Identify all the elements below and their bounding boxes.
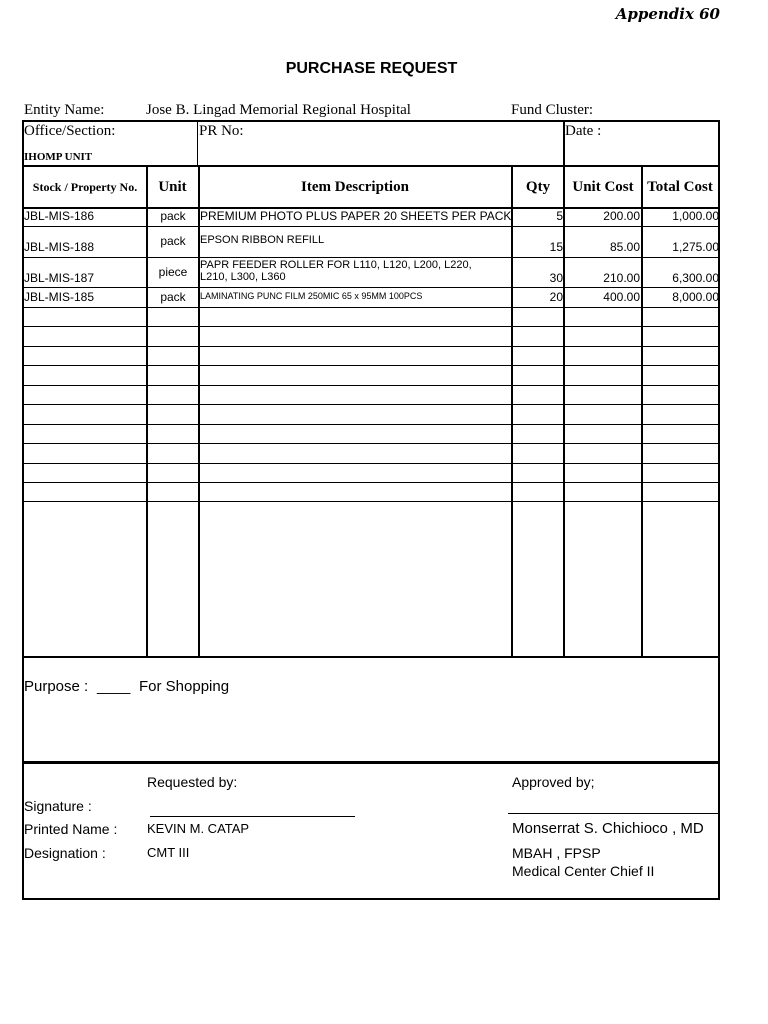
item-total-cost: 8,000.00 [672, 290, 719, 304]
approved-by-designation: MBAH , FPSP [512, 845, 601, 861]
row-line [24, 501, 718, 502]
item-total-cost: 1,275.00 [672, 240, 719, 254]
item-unit: piece [158, 265, 188, 279]
item-unit: pack [160, 234, 186, 248]
col-header-qty: Qty [525, 178, 551, 195]
row-line [24, 257, 718, 258]
purchase-request-form [22, 120, 720, 900]
row-line [24, 424, 718, 425]
appendix-number: Appendix 60 [615, 5, 720, 23]
signature-top-line [24, 761, 718, 764]
col-line-unitcost [563, 122, 565, 657]
item-qty: 20 [549, 290, 563, 304]
pr-number-label: PR No: [199, 123, 244, 139]
item-unit: pack [160, 209, 186, 223]
office-col-line [197, 122, 198, 166]
approved-by-label: Approved by; [512, 774, 595, 790]
row-line [24, 365, 718, 366]
row-line [24, 385, 718, 386]
item-total-cost: 1,000.00 [672, 209, 719, 223]
row-line [24, 307, 718, 308]
office-section-value[interactable]: IHOMP UNIT [24, 151, 93, 163]
row-line [24, 482, 718, 483]
entity-name-label: Entity Name: [24, 102, 105, 118]
item-description: PAPR FEEDER ROLLER FOR L110, L120, L200, L220, L210, L300, L360 [200, 259, 472, 283]
item-stock: JBL-MIS-186 [24, 209, 95, 223]
item-stock: JBL-MIS-187 [24, 271, 95, 285]
row-line [24, 463, 718, 464]
item-stock: JBL-MIS-185 [24, 290, 95, 304]
fund-cluster-label: Fund Cluster: [511, 102, 594, 118]
item-unit-cost: 400.00 [603, 290, 640, 304]
purpose-value[interactable]: For Shopping [139, 678, 230, 695]
item-unit-cost: 85.00 [609, 240, 640, 254]
requested-by-name: KEVIN M. CATAP [147, 821, 250, 836]
row-line [24, 287, 718, 288]
item-description: PREMIUM PHOTO PLUS PAPER 20 SHEETS PER PACK [200, 209, 512, 223]
approved-by-name: Monserrat S. Chichioco , MD [512, 820, 704, 837]
printed-name-label: Printed Name : [24, 821, 118, 837]
date-label: Date : [565, 123, 602, 139]
col-header-total-cost: Total Cost [647, 178, 713, 195]
item-unit: pack [160, 290, 186, 304]
approved-by-title: Medical Center Chief II [512, 863, 655, 879]
approved-signature-line[interactable] [508, 813, 718, 814]
col-header-unit: Unit [158, 178, 187, 195]
item-qty: 5 [556, 209, 563, 223]
col-header-description: Item Description [301, 178, 409, 195]
item-qty: 15 [549, 240, 563, 254]
signature-label: Signature : [24, 798, 92, 814]
row-line [24, 326, 718, 327]
item-description: LAMINATING PUNC FILM 250MIC 65 x 95MM 100PCS [200, 291, 423, 301]
col-header-stock: Stock / Property No. [32, 179, 138, 194]
item-unit-cost: 200.00 [603, 209, 640, 223]
item-total-cost: 6,300.00 [672, 271, 719, 285]
office-section-label: Office/Section: [24, 123, 116, 139]
row-line [24, 443, 718, 444]
row-line [24, 346, 718, 347]
item-description: EPSON RIBBON REFILL [200, 234, 325, 246]
item-stock: JBL-MIS-188 [24, 240, 95, 254]
row-line [24, 404, 718, 405]
entity-name-value[interactable]: Jose B. Lingad Memorial Regional Hospital [146, 102, 411, 118]
purpose-label: Purpose : [24, 678, 89, 695]
row-line [24, 226, 718, 227]
item-unit-cost: 210.00 [603, 271, 640, 285]
col-header-unit-cost: Unit Cost [572, 178, 634, 195]
requested-signature-line[interactable] [150, 816, 355, 817]
requested-by-label: Requested by: [147, 774, 238, 790]
requested-by-designation: CMT III [147, 845, 190, 860]
item-qty: 30 [549, 271, 563, 285]
page-title: PURCHASE REQUEST [285, 60, 458, 77]
designation-label: Designation : [24, 845, 106, 861]
purpose-blank: ____ [97, 678, 131, 695]
purpose-top-line [24, 656, 718, 658]
